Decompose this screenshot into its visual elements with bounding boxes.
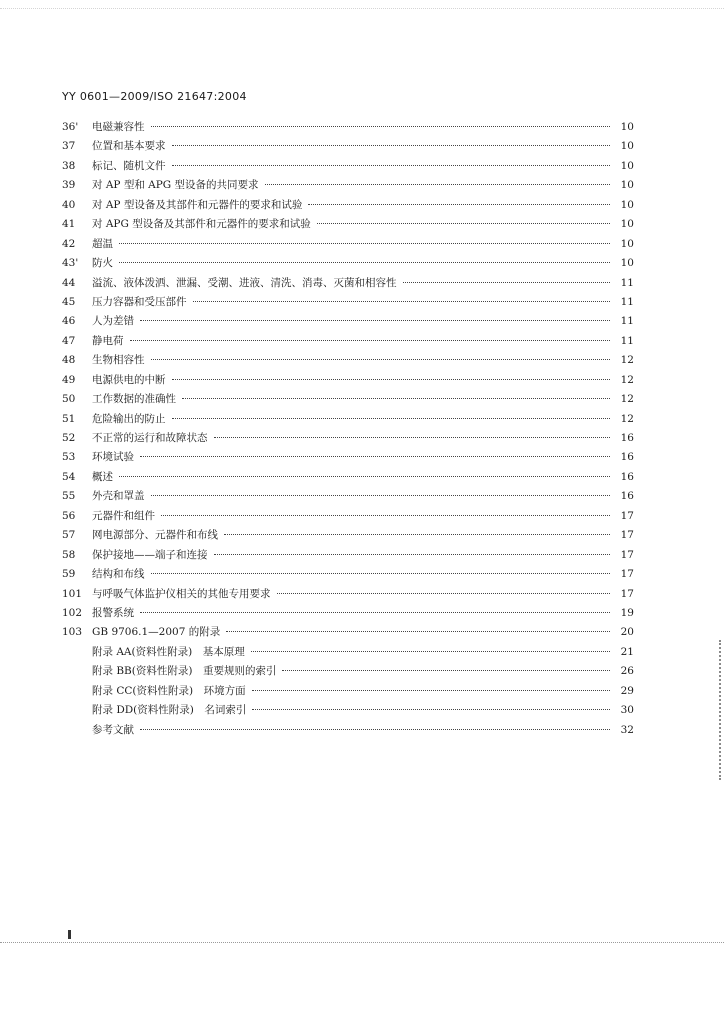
toc-leader-dots [140,456,610,457]
toc-entry-number: 52 [62,432,76,444]
toc-entry-page: 10 [620,140,634,153]
toc-entry-title: 保护接地——端子和连接 [92,548,208,561]
toc-entry-page: 17 [620,548,634,561]
toc-entry [62,566,634,585]
toc-entry-page: 20 [620,626,634,639]
toc-entry-title: 电磁兼容性 [92,121,145,133]
toc-entry [62,294,634,313]
toc-entry-title: 溢流、液体泼洒、泄漏、受潮、进液、清洗、消毒、灭菌和相容性 [92,276,397,289]
toc-entry [62,236,634,255]
scan-mark [68,930,71,939]
toc-entry-page: 12 [620,393,634,406]
toc-leader-dots [308,204,610,205]
toc-entry-title: 生物相容性 [92,354,145,367]
toc-entry-number: 45 [62,295,76,308]
toc-leader-dots [403,282,611,283]
toc-entry-number: 101 [62,587,83,600]
toc-entry [62,255,634,274]
toc-entry-page: 17 [620,529,634,542]
toc-leader-dots [193,301,611,302]
toc-entry [62,624,634,643]
toc-entry-page: 30 [620,704,634,717]
toc-entry [62,158,634,177]
toc-entry [62,449,634,468]
scan-artifact-top [0,8,724,9]
toc-leader-dots [151,359,611,360]
toc-entry-page: 26 [620,665,634,678]
toc-leader-dots [140,320,610,321]
toc-entry-title: 人为差错 [92,315,134,328]
toc-leader-dots [119,243,610,244]
toc-entry [62,372,634,391]
toc-entry [62,352,634,371]
toc-entry [62,216,634,235]
toc-entry-page: 11 [620,315,634,328]
toc-entry-title: 超温 [92,237,113,250]
toc-entry-page: 10 [620,198,634,211]
toc-entry-title: 位置和基本要求 [92,140,166,153]
toc-entry [62,333,634,352]
toc-entry [62,177,634,196]
toc-leader-dots [251,651,610,652]
toc-entry-page: 16 [620,432,634,444]
toc-entry [62,430,634,449]
table-of-contents [62,119,634,741]
toc-entry-title: 压力容器和受压部件 [92,295,187,308]
toc-entry-title: 工作数据的准确性 [92,393,176,406]
toc-entry-page: 11 [620,334,634,347]
toc-entry-number: 53 [62,451,76,464]
toc-leader-dots [277,593,611,594]
toc-entry-number: 49 [62,373,76,386]
toc-entry-page: 10 [620,237,634,250]
toc-leader-dots [172,165,611,166]
toc-entry-number: 48 [62,354,76,367]
toc-entry-title: 对 AP 型设备及其部件和元器件的要求和试验 [92,198,303,211]
toc-entry-title: 附录 BB(资料性附录) 重要规则的索引 [92,665,277,678]
scan-artifact-bottom [0,942,724,943]
toc-entry [62,313,634,332]
scan-edge-noise [716,640,721,780]
toc-entry-page: 32 [620,723,634,736]
toc-entry-title: 危险输出的防止 [92,412,166,425]
toc-entry-number: 41 [62,218,76,231]
toc-entry-title: 标记、随机文件 [92,159,166,172]
toc-entry-page: 10 [620,121,634,133]
toc-entry [62,527,634,546]
toc-leader-dots [224,534,610,535]
toc-entry-page: 16 [620,490,634,503]
toc-entry [62,644,634,663]
toc-entry-page: 16 [620,470,634,483]
toc-entry-page: 21 [620,645,634,658]
toc-entry [62,722,634,741]
toc-entry-number: 42 [62,237,76,250]
toc-entry-number: 39 [62,179,76,192]
toc-entry-number: 40 [62,198,76,211]
toc-leader-dots [151,126,611,127]
toc-entry-page: 29 [620,684,634,697]
toc-entry-page: 17 [620,587,634,600]
toc-leader-dots [252,709,610,710]
toc-entry-title: 元器件和组件 [92,509,155,522]
toc-entry-title: 静电荷 [92,334,124,347]
toc-entry [62,138,634,157]
toc-entry-page: 12 [620,354,634,367]
toc-entry-title: 不正常的运行和故障状态 [92,432,208,444]
toc-entry-title: 环境试验 [92,451,134,464]
toc-entry-page: 17 [620,509,634,522]
toc-entry [62,702,634,721]
toc-leader-dots [214,554,611,555]
toc-entry-title: 概述 [92,470,113,483]
toc-entry-number: 43' [62,257,79,270]
toc-entry-number: 103 [62,626,83,639]
toc-entry-number: 36' [62,121,79,133]
toc-entry-title: 网电源部分、元器件和布线 [92,529,218,542]
toc-entry [62,119,634,138]
toc-entry [62,508,634,527]
toc-entry [62,275,634,294]
toc-leader-dots [172,145,611,146]
toc-entry-number: 59 [62,568,76,581]
toc-entry [62,605,634,624]
toc-entry-number: 46 [62,315,76,328]
toc-entry [62,197,634,216]
toc-entry-page: 16 [620,451,634,464]
toc-leader-dots [172,379,611,380]
toc-entry-number: 54 [62,470,76,483]
toc-entry [62,663,634,682]
toc-leader-dots [151,573,611,574]
toc-leader-dots [282,670,610,671]
toc-entry-title: 附录 CC(资料性附录) 环境方面 [92,684,246,697]
toc-leader-dots [182,398,610,399]
toc-entry-number: 47 [62,334,76,347]
toc-entry-title: 报警系统 [92,606,134,619]
toc-entry-number: 44 [62,276,76,289]
toc-entry [62,547,634,566]
toc-entry [62,488,634,507]
toc-leader-dots [151,495,611,496]
toc-entry-title: 防火 [92,257,113,270]
toc-entry-number: 38 [62,159,76,172]
toc-leader-dots [119,476,610,477]
toc-entry-title: 与呼吸气体监护仪相关的其他专用要求 [92,587,271,600]
toc-entry-page: 12 [620,412,634,425]
toc-entry-number: 102 [62,606,83,619]
toc-entry-title: GB 9706.1—2007 的附录 [92,626,221,639]
toc-leader-dots [252,690,610,691]
toc-entry [62,391,634,410]
toc-entry [62,683,634,702]
toc-entry-page: 10 [620,218,634,231]
toc-entry [62,469,634,488]
toc-entry-title: 附录 DD(资料性附录) 名词索引 [92,704,247,717]
toc-leader-dots [140,612,610,613]
toc-leader-dots [317,223,610,224]
toc-entry-number: 56 [62,509,76,522]
toc-entry-number: 55 [62,490,76,503]
toc-leader-dots [214,437,611,438]
toc-leader-dots [130,340,611,341]
toc-entry-title: 对 AP 型和 APG 型设备的共同要求 [92,179,259,192]
toc-entry-number: 51 [62,412,76,425]
toc-entry-title: 电源供电的中断 [92,373,166,386]
toc-entry-page: 10 [620,159,634,172]
toc-entry-page: 17 [620,568,634,581]
toc-entry-page: 19 [620,606,634,619]
toc-entry-title: 结构和布线 [92,568,145,581]
toc-leader-dots [140,729,610,730]
toc-entry-number: 37 [62,140,76,153]
toc-entry-number: 50 [62,393,76,406]
toc-entry-page: 11 [620,276,634,289]
toc-leader-dots [265,184,610,185]
document-header: YY 0601—2009/ISO 21647:2004 [62,90,247,103]
toc-entry-number: 58 [62,548,76,561]
toc-leader-dots [119,262,610,263]
toc-entry-number: 57 [62,529,76,542]
toc-entry-page: 11 [620,295,634,308]
toc-leader-dots [226,631,610,632]
toc-entry [62,411,634,430]
toc-entry-page: 10 [620,179,634,192]
toc-entry-page: 12 [620,373,634,386]
toc-entry-title: 参考文献 [92,723,134,736]
toc-leader-dots [172,418,611,419]
toc-entry-title: 外壳和罩盖 [92,490,145,503]
toc-entry [62,586,634,605]
toc-entry-title: 附录 AA(资料性附录) 基本原理 [92,645,245,658]
toc-entry-page: 10 [620,257,634,270]
toc-leader-dots [161,515,610,516]
toc-entry-title: 对 APG 型设备及其部件和元器件的要求和试验 [92,218,311,231]
